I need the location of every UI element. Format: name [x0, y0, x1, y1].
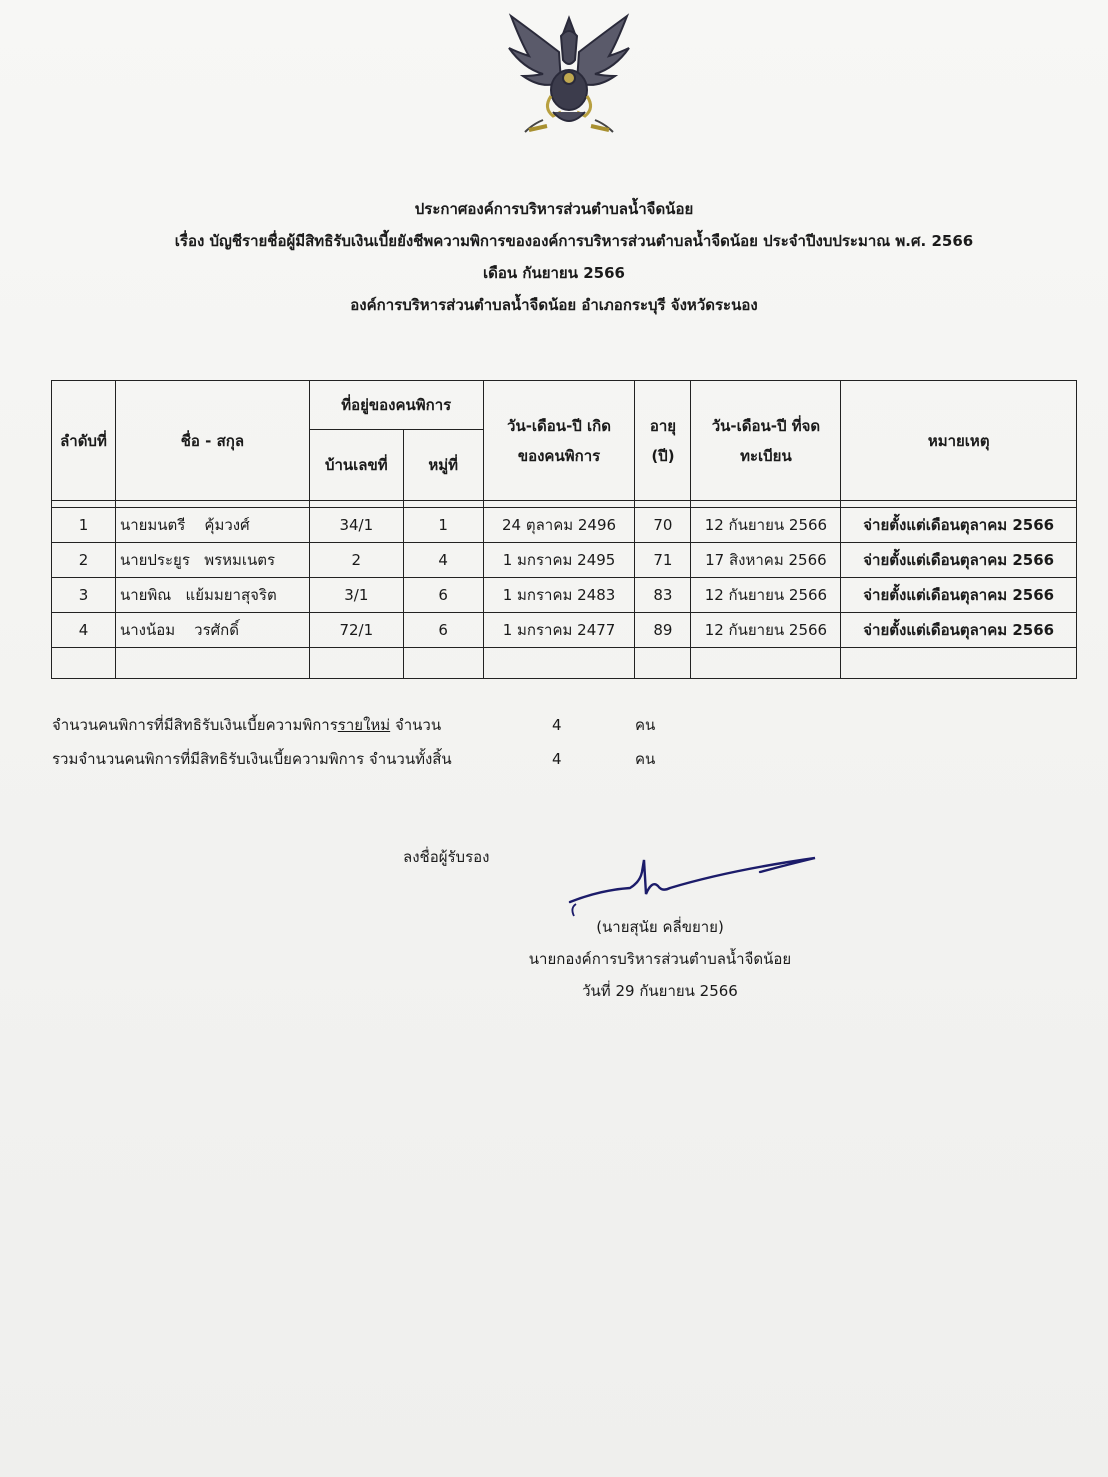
summary-total-count: รวมจำนวนคนพิการที่มีสิทธิรับเงินเบี้ยความพิการ จำนวนทั้งสิ้น 4 คน	[52, 750, 656, 768]
header-birth-date: วัน-เดือน-ปี เกิด ของคนพิการ	[483, 381, 635, 501]
signature-date: วันที่ 29 กันยายน 2566	[582, 982, 738, 1000]
table-row: 4 นางน้อม วรศักดิ์ 72/1 6 1 มกราคม 2477 89 12 กันยายน 2566 จ่ายตั้งแต่เดือนตุลาคม 2566	[52, 613, 1077, 648]
beneficiary-table	[51, 380, 1077, 679]
summary-block	[52, 710, 752, 778]
table-row-empty	[52, 648, 1077, 679]
header-address: ที่อยู่ของคนพิการ	[309, 381, 483, 430]
header-subject: เรื่อง บัญชีรายชื่อผู้มีสิทธิรับเงินเบี้ยยังชีพความพิการขององค์การบริหารส่วนตำบลน้ำจืดน้อย ประจำปีงบประมาณ พ.ศ. 2566	[174, 232, 974, 250]
signer-position: นายกองค์การบริหารส่วนตำบลน้ำจืดน้อย	[528, 950, 792, 968]
header-house-no: บ้านเลขที่	[309, 430, 403, 501]
announcement-header	[0, 195, 1108, 323]
signer-name: (นายสุนัย คลี่ขยาย)	[596, 918, 724, 936]
table-row: 1 นายมนตรี คุ้มวงศ์ 34/1 1 24 ตุลาคม 2496 70 12 กันยายน 2566 จ่ายตั้งแต่เดือนตุลาคม 2566	[52, 508, 1077, 543]
signature-label: ลงชื่อผู้รับรอง	[403, 848, 490, 866]
table-row: 3 นายพิณ แย้มมยาสุจริต 3/1 6 1 มกราคม 2483 83 12 กันยายน 2566 จ่ายตั้งแต่เดือนตุลาคม 2566	[52, 578, 1077, 613]
header-name: ชื่อ - สกุล	[115, 381, 309, 501]
signer-block	[520, 913, 800, 1009]
handwritten-signature-icon	[560, 850, 820, 920]
header-moo: หมู่ที่	[403, 430, 483, 501]
table-row: 2 นายประยูร พรหมเนตร 2 4 1 มกราคม 2495 71 17 สิงหาคม 2566 จ่ายตั้งแต่เดือนตุลาคม 2566	[52, 543, 1077, 578]
header-title: ประกาศองค์การบริหารส่วนตำบลน้ำจืดน้อย	[414, 200, 694, 218]
garuda-emblem-icon	[503, 12, 635, 142]
header-month: เดือน กันยายน 2566	[483, 264, 625, 282]
header-organization: องค์การบริหารส่วนตำบลน้ำจืดน้อย อำเภอกระบุรี จังหวัดระนอง	[350, 296, 758, 314]
header-register-date: วัน-เดือน-ปี ที่จด ทะเบียน	[691, 381, 841, 501]
header-no: ลำดับที่	[52, 381, 116, 501]
summary-new-count: จำนวนคนพิการที่มีสิทธิรับเงินเบี้ยความพิการรายใหม่ จำนวน 4 คน	[52, 716, 656, 734]
header-age: อายุ (ปี)	[635, 381, 691, 501]
header-note: หมายเหตุ	[841, 381, 1077, 501]
